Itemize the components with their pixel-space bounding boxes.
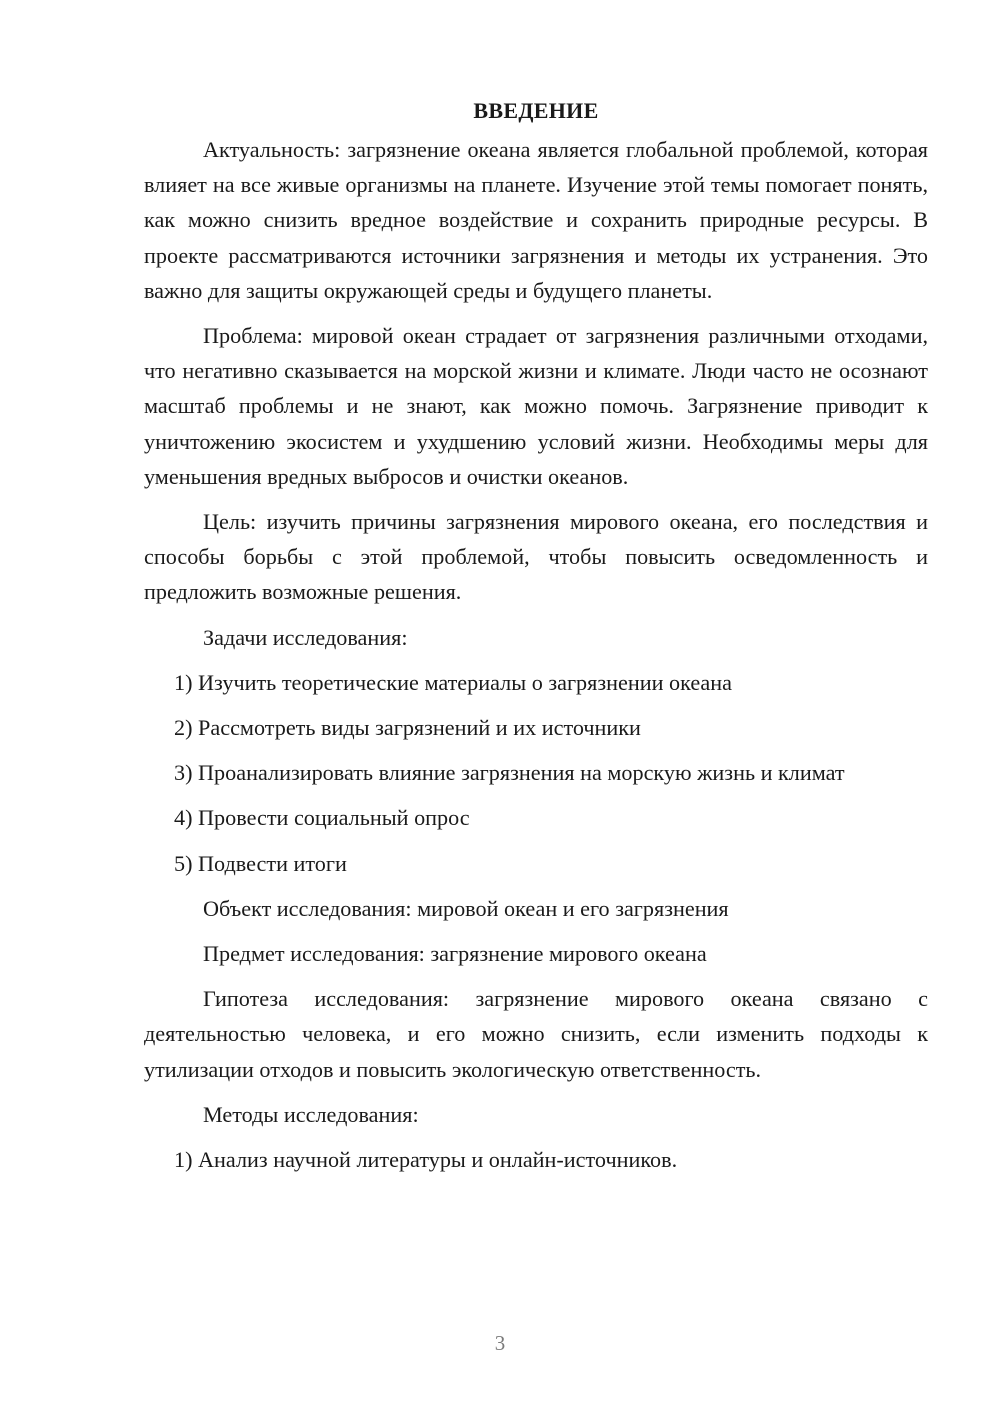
goal-paragraph: Цель: изучить причины загрязнения мирового океана, его последствия и способы борьбы с этой проблемой, чтобы повысить осведомленность и предложить возможные решения. [144,509,928,605]
task-text: Проанализировать влияние загрязнения на морскую жизнь и климат [198,760,845,786]
task-number: 1) [174,669,193,695]
task-item [144,846,928,881]
tasks-list [144,665,928,881]
task-text: Рассмотреть виды загрязнений и их источники [198,715,641,741]
problem-paragraph: Проблема: мировой океан страдает от загрязнения различными отходами, что негативно сказывается на морской жизни и климате. Люди часто не осознают масштаб проблемы и не знают, как можно помочь. Загрязнение приводит к уничтожению экосистем и ухудшению условий жизни. Необходимы меры для уменьшения вредных выбросов и очистки океанов. [144,323,928,489]
tasks-heading: Задачи исследования: [203,624,408,650]
page-number: 3 [494,1331,506,1355]
task-number: 3) [174,760,193,786]
task-text: Изучить теоретические материалы о загрязнении океана [198,669,733,695]
section-heading: ВВЕДЕНИЕ [473,98,599,123]
method-number: 1) [174,1147,193,1173]
method-text: Анализ научной литературы и онлайн-источников. [198,1147,678,1173]
relevance-paragraph: Актуальность: загрязнение океана является глобальной проблемой, которая влияет на все живые организмы на планете. Изучение этой темы помогает понять, как можно снизить вредное воздействие и сохранить природные ресурсы. В проекте рассматриваются источники загрязнения и методы их устранения. Это важно для защиты окружающей среды и будущего планеты. [144,137,928,303]
research-object: Объект исследования: мировой океан и его загрязнения [203,895,729,921]
task-number: 4) [174,805,193,831]
task-text: Подвести итоги [198,850,347,876]
task-item [144,710,928,745]
methods-list [144,1142,928,1177]
task-text: Провести социальный опрос [198,805,470,831]
task-item [144,800,928,835]
methods-heading: Методы исследования: [203,1101,419,1127]
method-item [144,1142,928,1177]
task-item [144,755,928,790]
task-number: 5) [174,850,193,876]
task-number: 2) [174,715,193,741]
document-page [144,92,928,1187]
research-subject: Предмет исследования: загрязнение мирового океана [203,941,707,967]
hypothesis-paragraph: Гипотеза исследования: загрязнение мирового океана связано с деятельностью человека, и его можно снизить, если изменить подходы к утилизации отходов и повысить экологическую ответственность. [144,986,928,1082]
task-item [144,665,928,700]
